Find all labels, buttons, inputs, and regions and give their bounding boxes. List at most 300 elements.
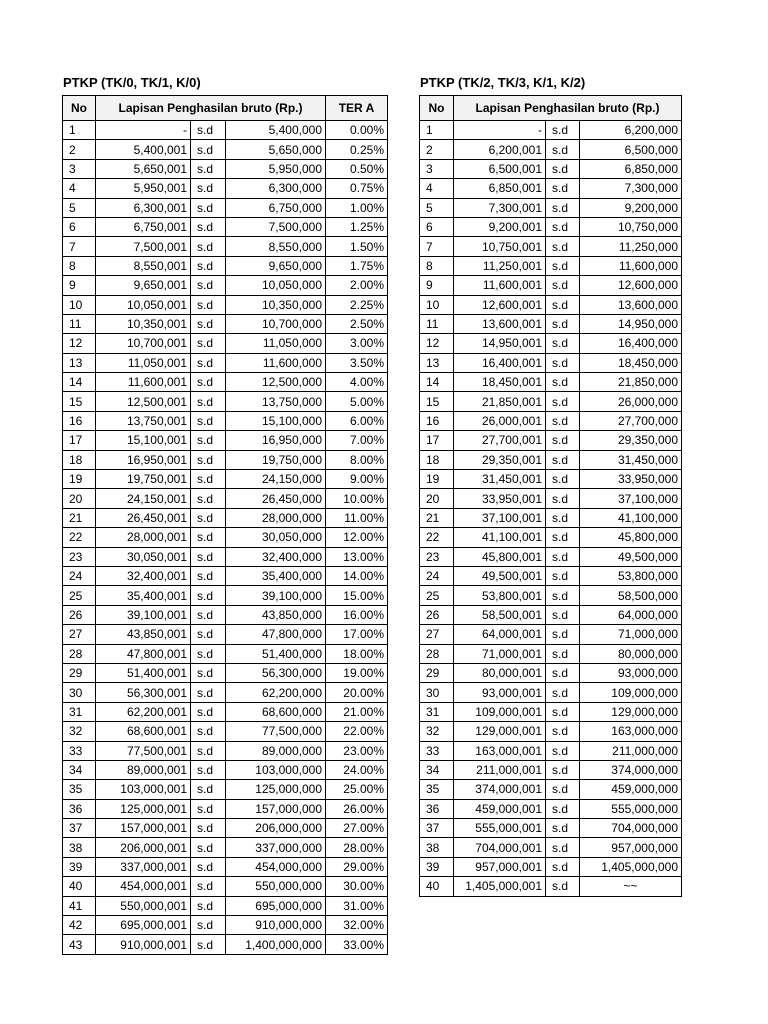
row-number: 39 (420, 857, 454, 876)
income-to: 6,850,000 (580, 159, 682, 178)
row-number: 9 (420, 276, 454, 295)
income-from: 11,050,001 (96, 353, 191, 372)
income-to: 125,000,000 (226, 780, 326, 799)
row-number: 16 (420, 411, 454, 430)
income-from: 47,800,001 (96, 644, 191, 663)
income-to: 13,600,000 (580, 295, 682, 314)
row-number: 33 (63, 741, 96, 760)
income-to: 109,000,000 (580, 683, 682, 702)
table-row (63, 916, 388, 935)
tax-rate: 9.00% (326, 470, 388, 489)
tax-rate: 18.00% (326, 644, 388, 663)
income-from: 16,950,001 (96, 450, 191, 469)
income-to: 47,800,000 (226, 625, 326, 644)
income-to: 89,000,000 (226, 741, 326, 760)
tax-rate: 24.00% (326, 760, 388, 779)
range-separator: s.d (546, 702, 580, 721)
row-number: 10 (63, 295, 96, 314)
income-to: 49,500,000 (580, 547, 682, 566)
income-from: 18,450,001 (454, 373, 546, 392)
income-from: 206,000,001 (96, 838, 191, 857)
table-row (63, 353, 388, 372)
income-to: ~~ (580, 877, 682, 896)
row-number: 36 (420, 799, 454, 818)
row-number: 30 (420, 683, 454, 702)
table-row (63, 935, 388, 954)
tax-rate: 0.25% (326, 140, 388, 159)
row-number: 11 (420, 314, 454, 333)
table-row (63, 528, 388, 547)
ptkp-b-table (419, 95, 682, 897)
table-row (63, 489, 388, 508)
income-from: 7,300,001 (454, 198, 546, 217)
income-from: 157,000,001 (96, 819, 191, 838)
income-to: 64,000,000 (580, 605, 682, 624)
tax-rate: 1.00% (326, 198, 388, 217)
tax-rate: 8.00% (326, 450, 388, 469)
range-separator: s.d (546, 741, 580, 760)
income-from: 29,350,001 (454, 450, 546, 469)
table-row (420, 314, 682, 333)
header-income-range: Lapisan Penghasilan bruto (Rp.) (454, 96, 682, 121)
row-number: 2 (420, 140, 454, 159)
range-separator: s.d (546, 528, 580, 547)
income-from: 5,950,001 (96, 179, 191, 198)
range-separator: s.d (191, 392, 226, 411)
row-number: 2 (63, 140, 96, 159)
table-row (420, 198, 682, 217)
row-number: 21 (63, 508, 96, 527)
table-row (63, 760, 388, 779)
range-separator: s.d (191, 179, 226, 198)
table-row (63, 722, 388, 741)
range-separator: s.d (191, 508, 226, 527)
income-to: 12,500,000 (226, 373, 326, 392)
income-to: 58,500,000 (580, 586, 682, 605)
income-to: 16,400,000 (580, 334, 682, 353)
table-header-row (420, 96, 682, 121)
range-separator: s.d (191, 644, 226, 663)
tax-rate: 11.00% (326, 508, 388, 527)
row-number: 27 (63, 625, 96, 644)
table-row (420, 508, 682, 527)
range-separator: s.d (191, 547, 226, 566)
table-row (420, 877, 682, 896)
table-row (63, 663, 388, 682)
income-from: 10,350,001 (96, 314, 191, 333)
income-to: 374,000,000 (580, 760, 682, 779)
income-to: 68,600,000 (226, 702, 326, 721)
range-separator: s.d (191, 450, 226, 469)
table-a-title: PTKP (TK/0, TK/1, K/0) (63, 75, 201, 90)
income-to: 129,000,000 (580, 702, 682, 721)
row-number: 6 (420, 217, 454, 236)
table-row (63, 819, 388, 838)
income-to: 71,000,000 (580, 625, 682, 644)
income-to: 6,750,000 (226, 198, 326, 217)
row-number: 15 (420, 392, 454, 411)
range-separator: s.d (191, 334, 226, 353)
income-from: 211,000,001 (454, 760, 546, 779)
table-row (420, 644, 682, 663)
range-separator: s.d (191, 605, 226, 624)
income-to: 6,200,000 (580, 121, 682, 140)
table-row (63, 683, 388, 702)
income-from: 13,600,001 (454, 314, 546, 333)
income-to: 62,200,000 (226, 683, 326, 702)
row-number: 3 (420, 159, 454, 178)
table-row (420, 217, 682, 236)
row-number: 43 (63, 935, 96, 954)
income-to: 11,050,000 (226, 334, 326, 353)
range-separator: s.d (191, 663, 226, 682)
tax-rate: 33.00% (326, 935, 388, 954)
income-from: 39,100,001 (96, 605, 191, 624)
row-number: 22 (420, 528, 454, 547)
income-to: 910,000,000 (226, 916, 326, 935)
range-separator: s.d (191, 722, 226, 741)
row-number: 38 (420, 838, 454, 857)
row-number: 36 (63, 799, 96, 818)
tax-rate: 21.00% (326, 702, 388, 721)
row-number: 17 (420, 431, 454, 450)
tax-rate: 6.00% (326, 411, 388, 430)
range-separator: s.d (546, 140, 580, 159)
range-separator: s.d (546, 819, 580, 838)
table-row (63, 179, 388, 198)
header-rate: TER A (326, 96, 388, 121)
income-from: 21,850,001 (454, 392, 546, 411)
row-number: 16 (63, 411, 96, 430)
row-number: 34 (63, 760, 96, 779)
tax-rate: 25.00% (326, 780, 388, 799)
table-row (63, 411, 388, 430)
income-from: 32,400,001 (96, 566, 191, 585)
table-row (63, 799, 388, 818)
tax-rate: 17.00% (326, 625, 388, 644)
range-separator: s.d (546, 470, 580, 489)
tax-rate: 10.00% (326, 489, 388, 508)
tax-rate: 1.75% (326, 256, 388, 275)
row-number: 17 (63, 431, 96, 450)
income-from: 62,200,001 (96, 702, 191, 721)
table-row (420, 256, 682, 275)
table-row (420, 760, 682, 779)
income-from: 26,000,001 (454, 411, 546, 430)
tax-rate: 19.00% (326, 663, 388, 682)
table-row (63, 566, 388, 585)
income-to: 6,300,000 (226, 179, 326, 198)
income-from: 27,700,001 (454, 431, 546, 450)
table-row (63, 334, 388, 353)
tax-rate: 16.00% (326, 605, 388, 624)
table-row (63, 276, 388, 295)
range-separator: s.d (546, 392, 580, 411)
table-row (420, 450, 682, 469)
row-number: 28 (420, 644, 454, 663)
income-from: 9,650,001 (96, 276, 191, 295)
row-number: 4 (420, 179, 454, 198)
income-from: 41,100,001 (454, 528, 546, 547)
row-number: 20 (63, 489, 96, 508)
income-to: 459,000,000 (580, 780, 682, 799)
range-separator: s.d (546, 121, 580, 140)
row-number: 25 (420, 586, 454, 605)
table-row (420, 722, 682, 741)
table-row (420, 159, 682, 178)
income-to: 93,000,000 (580, 663, 682, 682)
row-number: 3 (63, 159, 96, 178)
table-row (420, 373, 682, 392)
income-to: 32,400,000 (226, 547, 326, 566)
table-row (420, 528, 682, 547)
income-to: 206,000,000 (226, 819, 326, 838)
range-separator: s.d (546, 353, 580, 372)
income-from: 49,500,001 (454, 566, 546, 585)
row-number: 5 (420, 198, 454, 217)
income-from: 6,850,001 (454, 179, 546, 198)
range-separator: s.d (191, 237, 226, 256)
row-number: 40 (420, 877, 454, 896)
income-from: 550,000,001 (96, 896, 191, 915)
income-to: 53,800,000 (580, 566, 682, 585)
income-from: 12,500,001 (96, 392, 191, 411)
table-row (63, 470, 388, 489)
income-to: 14,950,000 (580, 314, 682, 333)
range-separator: s.d (546, 566, 580, 585)
tax-rate: 0.75% (326, 179, 388, 198)
row-number: 24 (420, 566, 454, 585)
row-number: 18 (420, 450, 454, 469)
row-number: 23 (420, 547, 454, 566)
range-separator: s.d (191, 566, 226, 585)
income-to: 550,000,000 (226, 877, 326, 896)
range-separator: s.d (546, 663, 580, 682)
header-no: No (420, 96, 454, 121)
range-separator: s.d (546, 857, 580, 876)
income-from: 9,200,001 (454, 217, 546, 236)
income-from: - (454, 121, 546, 140)
income-from: 35,400,001 (96, 586, 191, 605)
table-row (420, 819, 682, 838)
row-number: 7 (63, 237, 96, 256)
table-row (420, 411, 682, 430)
income-from: 12,600,001 (454, 295, 546, 314)
range-separator: s.d (546, 411, 580, 430)
income-to: 157,000,000 (226, 799, 326, 818)
income-from: 11,600,001 (96, 373, 191, 392)
header-no: No (63, 96, 96, 121)
table-row (63, 877, 388, 896)
income-to: 43,850,000 (226, 605, 326, 624)
row-number: 37 (63, 819, 96, 838)
range-separator: s.d (546, 295, 580, 314)
row-number: 18 (63, 450, 96, 469)
row-number: 27 (420, 625, 454, 644)
row-number: 40 (63, 877, 96, 896)
table-row (420, 741, 682, 760)
table-row (420, 663, 682, 682)
income-to: 51,400,000 (226, 644, 326, 663)
income-from: 7,500,001 (96, 237, 191, 256)
income-to: 10,050,000 (226, 276, 326, 295)
table-row (420, 470, 682, 489)
income-from: 37,100,001 (454, 508, 546, 527)
table-row (63, 702, 388, 721)
income-to: 211,000,000 (580, 741, 682, 760)
income-from: 58,500,001 (454, 605, 546, 624)
income-from: 26,450,001 (96, 508, 191, 527)
income-to: 5,400,000 (226, 121, 326, 140)
header-income-range: Lapisan Penghasilan bruto (Rp.) (96, 96, 326, 121)
row-number: 28 (63, 644, 96, 663)
row-number: 5 (63, 198, 96, 217)
income-from: 454,000,001 (96, 877, 191, 896)
income-from: 5,650,001 (96, 159, 191, 178)
range-separator: s.d (546, 760, 580, 779)
income-to: 77,500,000 (226, 722, 326, 741)
income-to: 37,100,000 (580, 489, 682, 508)
row-number: 8 (63, 256, 96, 275)
range-separator: s.d (191, 159, 226, 178)
range-separator: s.d (546, 276, 580, 295)
income-from: 10,700,001 (96, 334, 191, 353)
income-from: 64,000,001 (454, 625, 546, 644)
row-number: 1 (63, 121, 96, 140)
income-from: 109,000,001 (454, 702, 546, 721)
range-separator: s.d (191, 896, 226, 915)
table-row (63, 586, 388, 605)
range-separator: s.d (546, 508, 580, 527)
row-number: 7 (420, 237, 454, 256)
row-number: 26 (63, 605, 96, 624)
income-to: 13,750,000 (226, 392, 326, 411)
row-number: 29 (63, 663, 96, 682)
income-from: 31,450,001 (454, 470, 546, 489)
income-to: 26,000,000 (580, 392, 682, 411)
table-row (420, 780, 682, 799)
income-from: 30,050,001 (96, 547, 191, 566)
income-to: 9,200,000 (580, 198, 682, 217)
income-to: 41,100,000 (580, 508, 682, 527)
income-from: 6,750,001 (96, 217, 191, 236)
row-number: 31 (420, 702, 454, 721)
range-separator: s.d (191, 295, 226, 314)
income-from: - (96, 121, 191, 140)
income-from: 337,000,001 (96, 857, 191, 876)
tax-rate: 26.00% (326, 799, 388, 818)
income-to: 957,000,000 (580, 838, 682, 857)
range-separator: s.d (546, 838, 580, 857)
income-from: 93,000,001 (454, 683, 546, 702)
income-to: 12,600,000 (580, 276, 682, 295)
table-row (63, 857, 388, 876)
table-row (63, 625, 388, 644)
income-to: 7,500,000 (226, 217, 326, 236)
income-from: 6,500,001 (454, 159, 546, 178)
income-from: 103,000,001 (96, 780, 191, 799)
income-to: 11,600,000 (226, 353, 326, 372)
income-to: 1,400,000,000 (226, 935, 326, 954)
range-separator: s.d (546, 799, 580, 818)
income-from: 71,000,001 (454, 644, 546, 663)
range-separator: s.d (191, 373, 226, 392)
income-to: 80,000,000 (580, 644, 682, 663)
tax-rate: 23.00% (326, 741, 388, 760)
row-number: 41 (63, 896, 96, 915)
income-to: 56,300,000 (226, 663, 326, 682)
range-separator: s.d (546, 431, 580, 450)
table-row (420, 353, 682, 372)
income-from: 89,000,001 (96, 760, 191, 779)
table-row (63, 780, 388, 799)
table-row (63, 217, 388, 236)
income-from: 68,600,001 (96, 722, 191, 741)
table-row (420, 489, 682, 508)
table-row (63, 431, 388, 450)
range-separator: s.d (191, 741, 226, 760)
table-row (420, 586, 682, 605)
income-to: 39,100,000 (226, 586, 326, 605)
table-row (420, 179, 682, 198)
row-number: 1 (420, 121, 454, 140)
table-a-body (63, 121, 388, 955)
table-row (420, 334, 682, 353)
income-to: 454,000,000 (226, 857, 326, 876)
row-number: 19 (63, 470, 96, 489)
income-from: 80,000,001 (454, 663, 546, 682)
row-number: 9 (63, 276, 96, 295)
range-separator: s.d (546, 625, 580, 644)
income-to: 19,750,000 (226, 450, 326, 469)
table-row (420, 605, 682, 624)
tax-rate: 28.00% (326, 838, 388, 857)
row-number: 33 (420, 741, 454, 760)
row-number: 34 (420, 760, 454, 779)
tax-rate: 2.25% (326, 295, 388, 314)
income-to: 45,800,000 (580, 528, 682, 547)
table-row (420, 857, 682, 876)
row-number: 30 (63, 683, 96, 702)
income-from: 6,300,001 (96, 198, 191, 217)
tax-rate: 27.00% (326, 819, 388, 838)
range-separator: s.d (546, 547, 580, 566)
income-from: 19,750,001 (96, 470, 191, 489)
income-to: 5,650,000 (226, 140, 326, 159)
range-separator: s.d (191, 683, 226, 702)
income-to: 35,400,000 (226, 566, 326, 585)
income-to: 555,000,000 (580, 799, 682, 818)
income-to: 16,950,000 (226, 431, 326, 450)
range-separator: s.d (546, 877, 580, 896)
tax-rate: 1.25% (326, 217, 388, 236)
tax-rate: 7.00% (326, 431, 388, 450)
table-row (63, 896, 388, 915)
range-separator: s.d (191, 819, 226, 838)
table-b-title: PTKP (TK/2, TK/3, K/1, K/2) (420, 75, 586, 90)
row-number: 14 (420, 373, 454, 392)
income-from: 56,300,001 (96, 683, 191, 702)
tax-rate: 3.50% (326, 353, 388, 372)
income-to: 18,450,000 (580, 353, 682, 372)
row-number: 13 (420, 353, 454, 372)
range-separator: s.d (546, 722, 580, 741)
income-to: 103,000,000 (226, 760, 326, 779)
table-row (63, 159, 388, 178)
income-to: 10,350,000 (226, 295, 326, 314)
range-separator: s.d (546, 373, 580, 392)
income-to: 10,750,000 (580, 217, 682, 236)
